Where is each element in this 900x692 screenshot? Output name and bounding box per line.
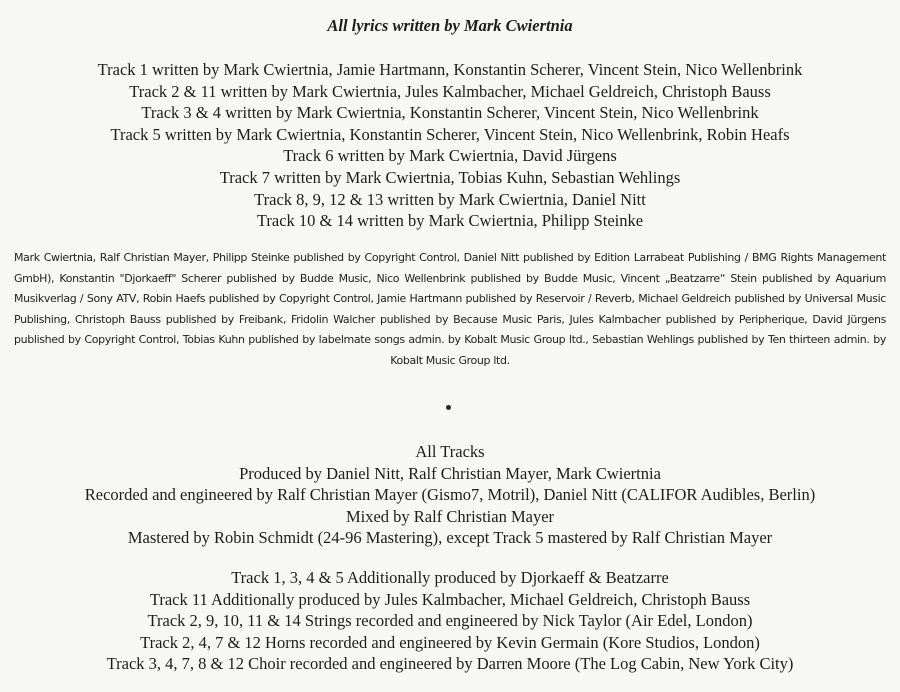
writer-credit-line: Track 10 & 14 written by Mark Cwiertnia, Philipp Steinke [256, 211, 644, 231]
additional-credit-line: Track 1, 3, 4 & 5 Additionally produced by Djorkaeff & Beatzarre [231, 568, 669, 587]
writer-credit-line: Track 5 written by Mark Cwiertnia, Konstantin Scherer, Vincent Stein, Nico Wellenbrink, Robin Heafs [110, 124, 790, 144]
additional-credit-line: Track 2, 9, 10, 11 & 14 Strings recorded and engineered by Nick Taylor (Air Edel, London) [147, 611, 753, 631]
writer-credit-line: Track 1 written by Mark Cwiertnia, Jamie Hartmann, Konstantin Scherer, Vincent Stein, Nico Wellenbrink [97, 60, 803, 79]
production-credit-line: Mastered by Robin Schmidt (24-96 Mastering), except Track 5 mastered by Ralf Christian Mayer [127, 528, 773, 548]
production-credit-line: Produced by Daniel Nitt, Ralf Christian Mayer, Mark Cwiertnia [239, 463, 661, 483]
songwriter-credits [0, 59, 900, 232]
additional-credit-line: Track 3, 4, 7, 8 & 12 Choir recorded and engineered by Darren Moore (The Log Cabin, New York City) [106, 654, 794, 674]
production-credits [0, 441, 900, 549]
writer-credit-line: Track 7 written by Mark Cwiertnia, Tobias Kuhn, Sebastian Wehlings [219, 167, 681, 187]
additional-credits [0, 567, 900, 675]
additional-credit-line: Track 2, 4, 7 & 12 Horns recorded and engineered by Kevin Germain (Kore Studios, London) [140, 632, 760, 652]
lyrics-credit-heading: All lyrics written by Mark Cwiertnia [327, 16, 573, 35]
writer-credit-line: Track 3 & 4 written by Mark Cwiertnia, Konstantin Scherer, Vincent Stein, Nico Wellenbrink [141, 103, 759, 123]
writer-credit-line: Track 6 written by Mark Cwiertnia, David Jürgens [283, 146, 617, 166]
production-credit-line: All Tracks [415, 442, 485, 461]
writer-credit-line: Track 2 & 11 written by Mark Cwiertnia, Jules Kalmbacher, Michael Geldreich, Christoph Bauss [129, 81, 771, 101]
publishing-credits: Mark Cwiertnia, Ralf Christian Mayer, Philipp Steinke published by Copyright Control, Daniel Nitt published by Edition Larrabeat Publishing / BMG Rights Management GmbH), Konstantin "Djorkaeff" Scherer published by Budde Music, Nico Wellenbrink published by Budde Music, Vincent „Beatzarre“ Stein published by Aquarium Musikverlag / Sony ATV, Robin Haefs published by Copyright Control, Jamie Hartmann published by Reservoir / Reverb, Michael Geldreich published by Universal Music Publishing, Christoph Bauss published by Freibank, Fridolin Walcher published by Because Music Paris, Jules Kalmbacher published by Peripherique, David Jürgens published by Copyright Control, Tobias Kuhn published by labelmate songs admin. by Kobalt Music Group ltd., Sebastian Wehlings published by Ten thirteen admin. by Kobalt Music Group ltd. [14, 251, 886, 367]
writer-credit-line: Track 8, 9, 12 & 13 written by Mark Cwiertnia, Daniel Nitt [254, 189, 646, 209]
additional-credit-line: Track 11 Additionally produced by Jules Kalmbacher, Michael Geldreich, Christoph Bauss [149, 589, 751, 609]
section-divider-dot [446, 405, 451, 410]
production-credit-line: Mixed by Ralf Christian Mayer [345, 506, 555, 526]
production-credit-line: Recorded and engineered by Ralf Christian Mayer (Gismo7, Motril), Daniel Nitt (CALIFOR Audibles, Berlin) [84, 485, 816, 505]
